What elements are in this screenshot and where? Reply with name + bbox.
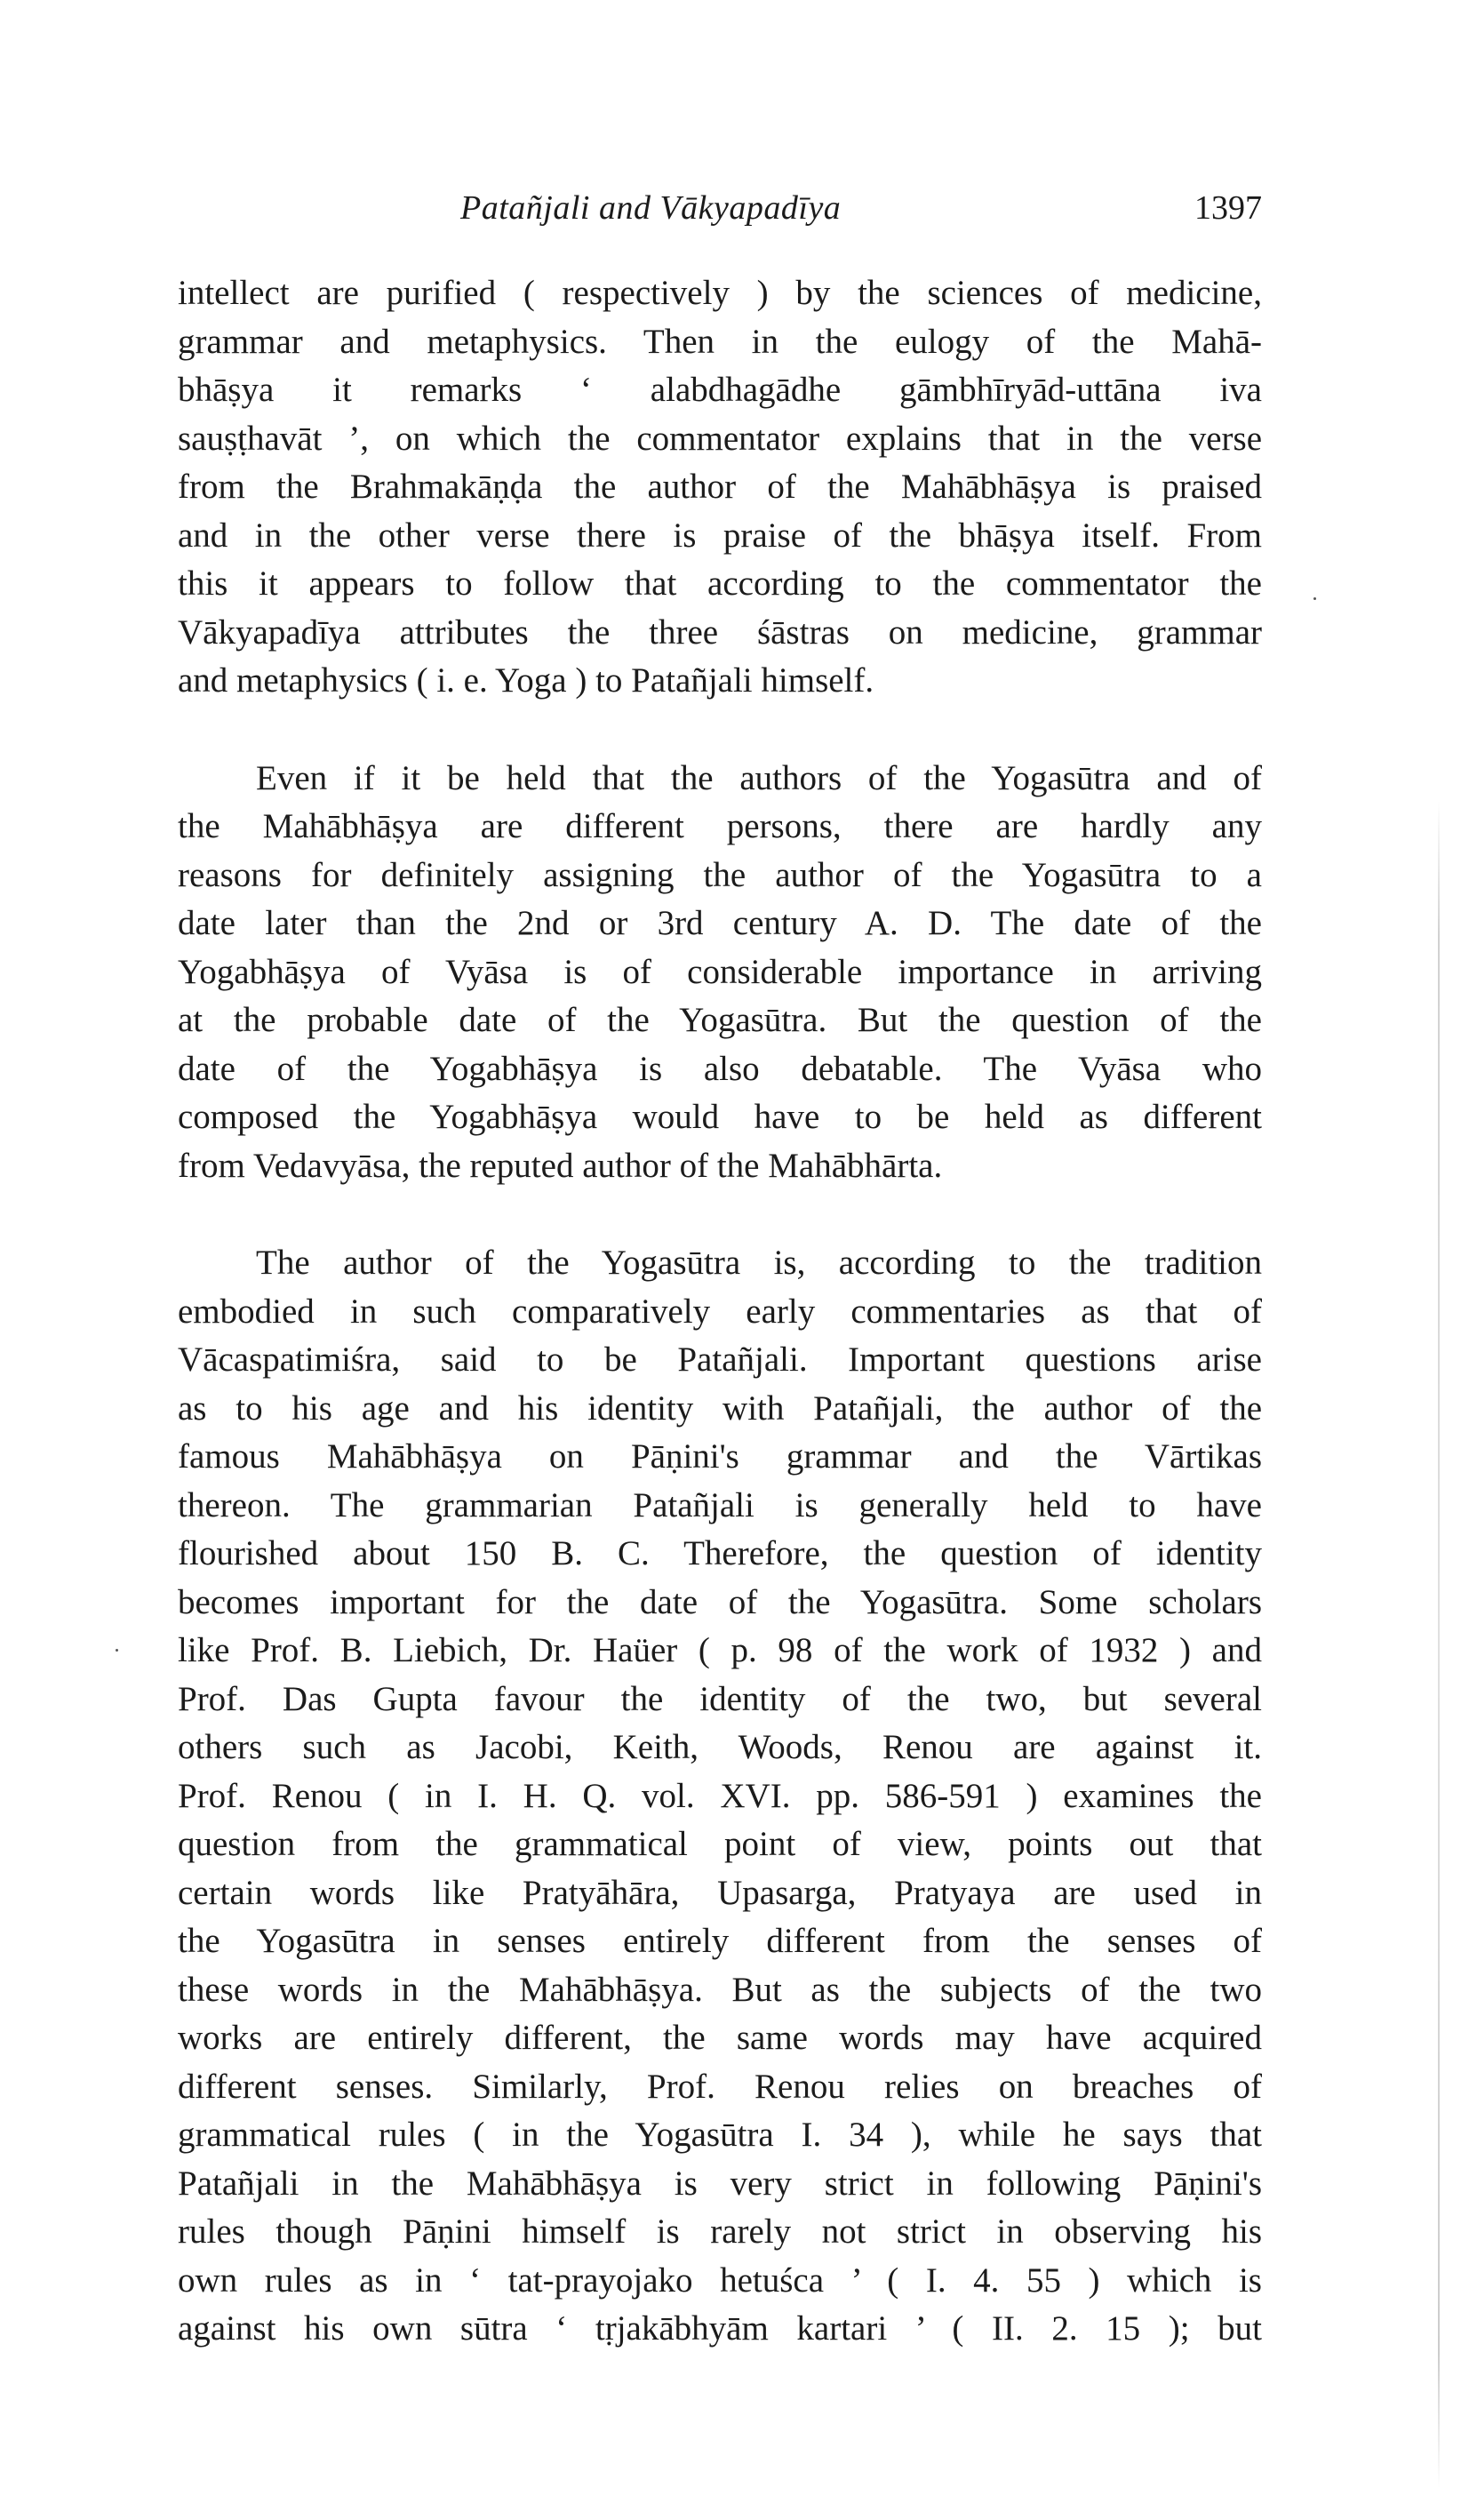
paragraph-1 xyxy=(178,269,1262,706)
text-line: composed the Yogabhāṣya would have to be held as different xyxy=(178,1098,1262,1136)
text-line: these words in the Mahābhāṣya. But as the subjects of the two xyxy=(178,1970,1262,2009)
text-line: Patañjali in the Mahābhāṣya is very strict in following Pāṇini's xyxy=(178,2164,1262,2203)
text-line: The author of the Yogasūtra is, according to the tradition xyxy=(256,1244,1262,1282)
text-line: the Mahābhāṣya are different persons, there are hardly any xyxy=(178,807,1262,845)
text-line: rules though Pāṇini himself is rarely not strict in observing his xyxy=(178,2212,1262,2251)
text-line: question from the grammatical point of view, points out that xyxy=(178,1825,1262,1863)
text-line: works are entirely different, the same words may have acquired xyxy=(178,2019,1262,2057)
text-line: like Prof. B. Liebich, Dr. Haüer ( p. 98 of the work of 1932 ) and xyxy=(178,1631,1262,1669)
text-line: grammar and metaphysics. Then in the eulogy of the Mahā- xyxy=(178,322,1262,361)
scan-margin-shadow xyxy=(1438,800,1440,2489)
text-line: own rules as in ‘ tat-prayojako hetuśca ’ ( I. 4. 55 ) which is xyxy=(178,2260,1262,2300)
text-line: Prof. Das Gupta favour the identity of the two, but several xyxy=(178,1679,1262,1718)
text-line: Even if it be held that the authors of the Yogasūtra and of xyxy=(256,758,1262,797)
body-text xyxy=(178,269,1262,2354)
text-line: and in the other verse there is praise of the bhāṣya itself. From xyxy=(178,516,1262,555)
text-line: Prof. Renou ( in I. H. Q. vol. XVI. pp. 586-591 ) examines the xyxy=(178,1776,1262,1815)
text-line: bhāṣya it remarks ‘ alabdhagādhe gāmbhīryād-uttāna iva xyxy=(178,371,1262,409)
text-line: becomes important for the date of the Yogasūtra. Some scholars xyxy=(178,1582,1262,1621)
text-line: thereon. The grammarian Patañjali is generally held to have xyxy=(178,1485,1262,1524)
text-line: from Vedavyāsa, the reputed author of the Mahābhārta. xyxy=(178,1146,943,1185)
scan-speck xyxy=(1313,597,1316,600)
paragraph-3 xyxy=(178,1239,1262,2354)
text-line: the Yogasūtra in senses entirely different from the senses of xyxy=(178,1922,1262,1960)
text-line: this it appears to follow that according to the commentator the xyxy=(178,564,1262,603)
text-line: embodied in such comparatively early commentaries as that of xyxy=(178,1292,1262,1331)
text-line: at the probable date of the Yogasūtra. But the question of the xyxy=(178,1001,1262,1039)
text-line: reasons for definitely assigning the author of the Yogasūtra to a xyxy=(178,855,1262,894)
text-line: and metaphysics ( i. e. Yoga ) to Patañjali himself. xyxy=(178,661,874,700)
text-line: against his own sūtra ‘ tṛjakābhyām kartari ’ ( II. 2. 15 ); but xyxy=(178,2309,1262,2348)
text-line: famous Mahābhāṣya on Pāṇini's grammar and the Vārtikas xyxy=(178,1437,1262,1476)
scan-speck xyxy=(116,1649,118,1652)
text-line: as to his age and his identity with Patañjali, the author of the xyxy=(178,1388,1262,1428)
text-line: intellect are purified ( respectively ) by the sciences of medicine, xyxy=(178,274,1262,312)
text-line: grammatical rules ( in the Yogasūtra I. 34 ), while he says that xyxy=(178,2116,1262,2154)
text-line: Vākyapadīya attributes the three śāstras on medicine, grammar xyxy=(178,612,1262,652)
page-number: 1397 xyxy=(1194,189,1262,227)
text-line: different senses. Similarly, Prof. Renou relies on breaches of xyxy=(178,2067,1262,2106)
text-line: date later than the 2nd or 3rd century A. D. The date of the xyxy=(178,904,1262,942)
text-line: Yogabhāṣya of Vyāsa is of considerable importance in arriving xyxy=(178,952,1262,991)
text-line: Vācaspatimiśra, said to be Patañjali. Important questions arise xyxy=(178,1340,1262,1379)
text-line: certain words like Pratyāhāra, Upasarga, Pratyaya are used in xyxy=(178,1873,1262,1912)
text-line: flourished about 150 B. C. Therefore, the question of identity xyxy=(178,1534,1262,1572)
page-header xyxy=(178,188,1262,242)
text-line: others such as Jacobi, Keith, Woods, Renou are against it. xyxy=(178,1728,1262,1766)
paragraph-2 xyxy=(178,755,1262,1191)
text-line: sauṣṭhavāt ’, on which the commentator explains that in the verse xyxy=(178,419,1262,458)
text-line: from the Brahmakāṇḍa the author of the Mahābhāṣya is praised xyxy=(178,468,1262,506)
running-title: Patañjali and Vākyapadīya xyxy=(460,189,842,227)
text-line: date of the Yogabhāṣya is also debatable. The Vyāsa who xyxy=(178,1049,1262,1088)
